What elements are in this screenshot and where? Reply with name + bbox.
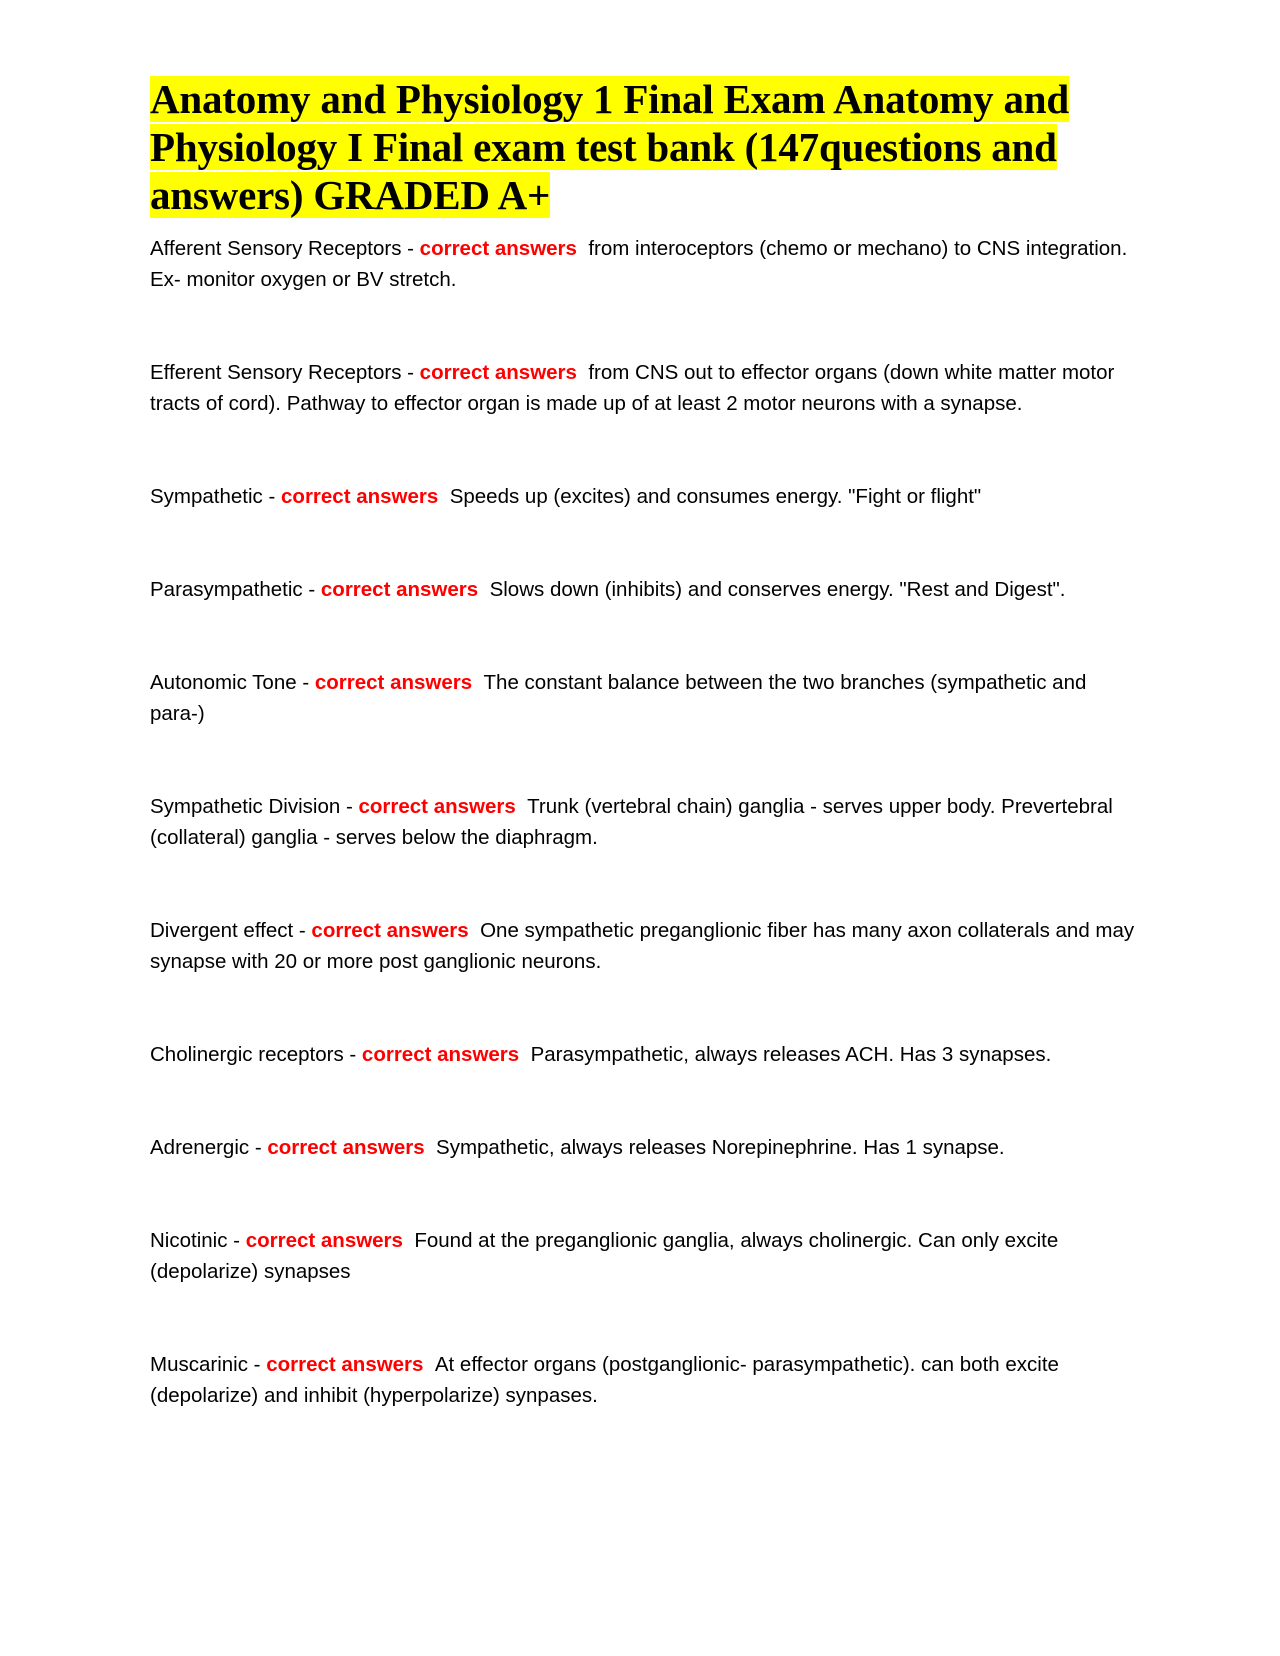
entry-separator: - bbox=[296, 671, 315, 694]
entry-answer: The constant balance between the two branches (sympathetic and para-) bbox=[150, 671, 1087, 725]
entry-answer: from interoceptors (chemo or mechano) to CNS integration. Ex- monitor oxygen or BV stretch. bbox=[150, 237, 1128, 291]
entry-separator: - bbox=[401, 361, 420, 384]
entry-separator: - bbox=[340, 795, 359, 818]
entry-separator: - bbox=[343, 1043, 362, 1066]
entry-term: Autonomic Tone bbox=[150, 671, 297, 694]
document-title bbox=[150, 75, 1140, 219]
qa-entry bbox=[150, 667, 1140, 729]
correct-answers-label: correct answers bbox=[358, 795, 516, 818]
qa-entry bbox=[150, 233, 1140, 295]
entry-term: Afferent Sensory Receptors bbox=[150, 237, 402, 260]
correct-answers-label: correct answers bbox=[419, 361, 577, 384]
qa-entry bbox=[150, 1225, 1140, 1287]
correct-answers-label: correct answers bbox=[267, 1136, 425, 1159]
qa-entry bbox=[150, 481, 1140, 512]
correct-answers-label: correct answers bbox=[419, 237, 577, 260]
entry-answer: Trunk (vertebral chain) ganglia - serves upper body. Prevertebral (collateral) ganglia - serves below the diaphragm. bbox=[150, 795, 1113, 849]
entry-term: Adrenergic bbox=[150, 1136, 250, 1159]
qa-entry-list bbox=[150, 233, 1140, 1411]
entry-answer: One sympathetic preganglionic fiber has many axon collaterals and may synapse with 20 or more post ganglionic neurons. bbox=[150, 919, 1135, 973]
correct-answers-label: correct answers bbox=[266, 1353, 424, 1376]
entry-term: Sympathetic Division bbox=[150, 795, 341, 818]
entry-answer: Sympathetic, always releases Norepinephrine. Has 1 synapse. bbox=[436, 1136, 1005, 1159]
correct-answers-label: correct answers bbox=[314, 671, 473, 694]
qa-entry bbox=[150, 1132, 1140, 1163]
entry-separator: - bbox=[401, 237, 420, 260]
document-title-text: Anatomy and Physiology 1 Final Exam Anatomy and Physiology I Final exam test bank (147questions and answers) GRADED A+ bbox=[150, 76, 1069, 218]
entry-answer: At effector organs (postganglionic- parasympathetic). can both excite (depolarize) and inhibit (hyperpolarize) synpases. bbox=[150, 1353, 1059, 1407]
entry-term: Nicotinic bbox=[150, 1229, 228, 1252]
entry-separator: - bbox=[227, 1229, 246, 1252]
qa-entry bbox=[150, 1349, 1140, 1411]
entry-term: Efferent Sensory Receptors bbox=[150, 361, 402, 384]
entry-separator: - bbox=[302, 578, 321, 601]
qa-entry bbox=[150, 791, 1140, 853]
entry-term: Sympathetic bbox=[150, 485, 263, 508]
correct-answers-label: correct answers bbox=[311, 919, 469, 942]
entry-separator: - bbox=[293, 919, 312, 942]
entry-term: Divergent effect bbox=[150, 919, 294, 942]
entry-answer: Parasympathetic, always releases ACH. Has 3 synapses. bbox=[530, 1043, 1052, 1066]
qa-entry bbox=[150, 574, 1140, 605]
entry-separator: - bbox=[247, 1353, 267, 1376]
entry-separator: - bbox=[262, 485, 282, 508]
entry-answer: from CNS out to effector organs (down white matter motor tracts of cord). Pathway to effector organ is made up of at least 2 motor neurons with a synapse. bbox=[150, 361, 1115, 415]
entry-answer: Found at the preganglionic ganglia, always cholinergic. Can only excite (depolarize) synapses bbox=[150, 1229, 1059, 1283]
entry-term: Cholinergic receptors bbox=[150, 1043, 344, 1066]
correct-answers-label: correct answers bbox=[361, 1043, 520, 1066]
correct-answers-label: correct answers bbox=[320, 578, 479, 601]
correct-answers-label: correct answers bbox=[281, 485, 439, 508]
document-page bbox=[150, 75, 1140, 1473]
qa-entry bbox=[150, 1039, 1140, 1070]
entry-answer: Slows down (inhibits) and conserves energy. "Rest and Digest". bbox=[489, 578, 1066, 601]
entry-term: Muscarinic bbox=[150, 1353, 248, 1376]
entry-term: Parasympathetic bbox=[150, 578, 303, 601]
correct-answers-label: correct answers bbox=[245, 1229, 403, 1252]
qa-entry bbox=[150, 357, 1140, 419]
entry-separator: - bbox=[249, 1136, 268, 1159]
entry-answer: Speeds up (excites) and consumes energy. "Fight or flight" bbox=[449, 485, 982, 508]
qa-entry bbox=[150, 915, 1140, 977]
